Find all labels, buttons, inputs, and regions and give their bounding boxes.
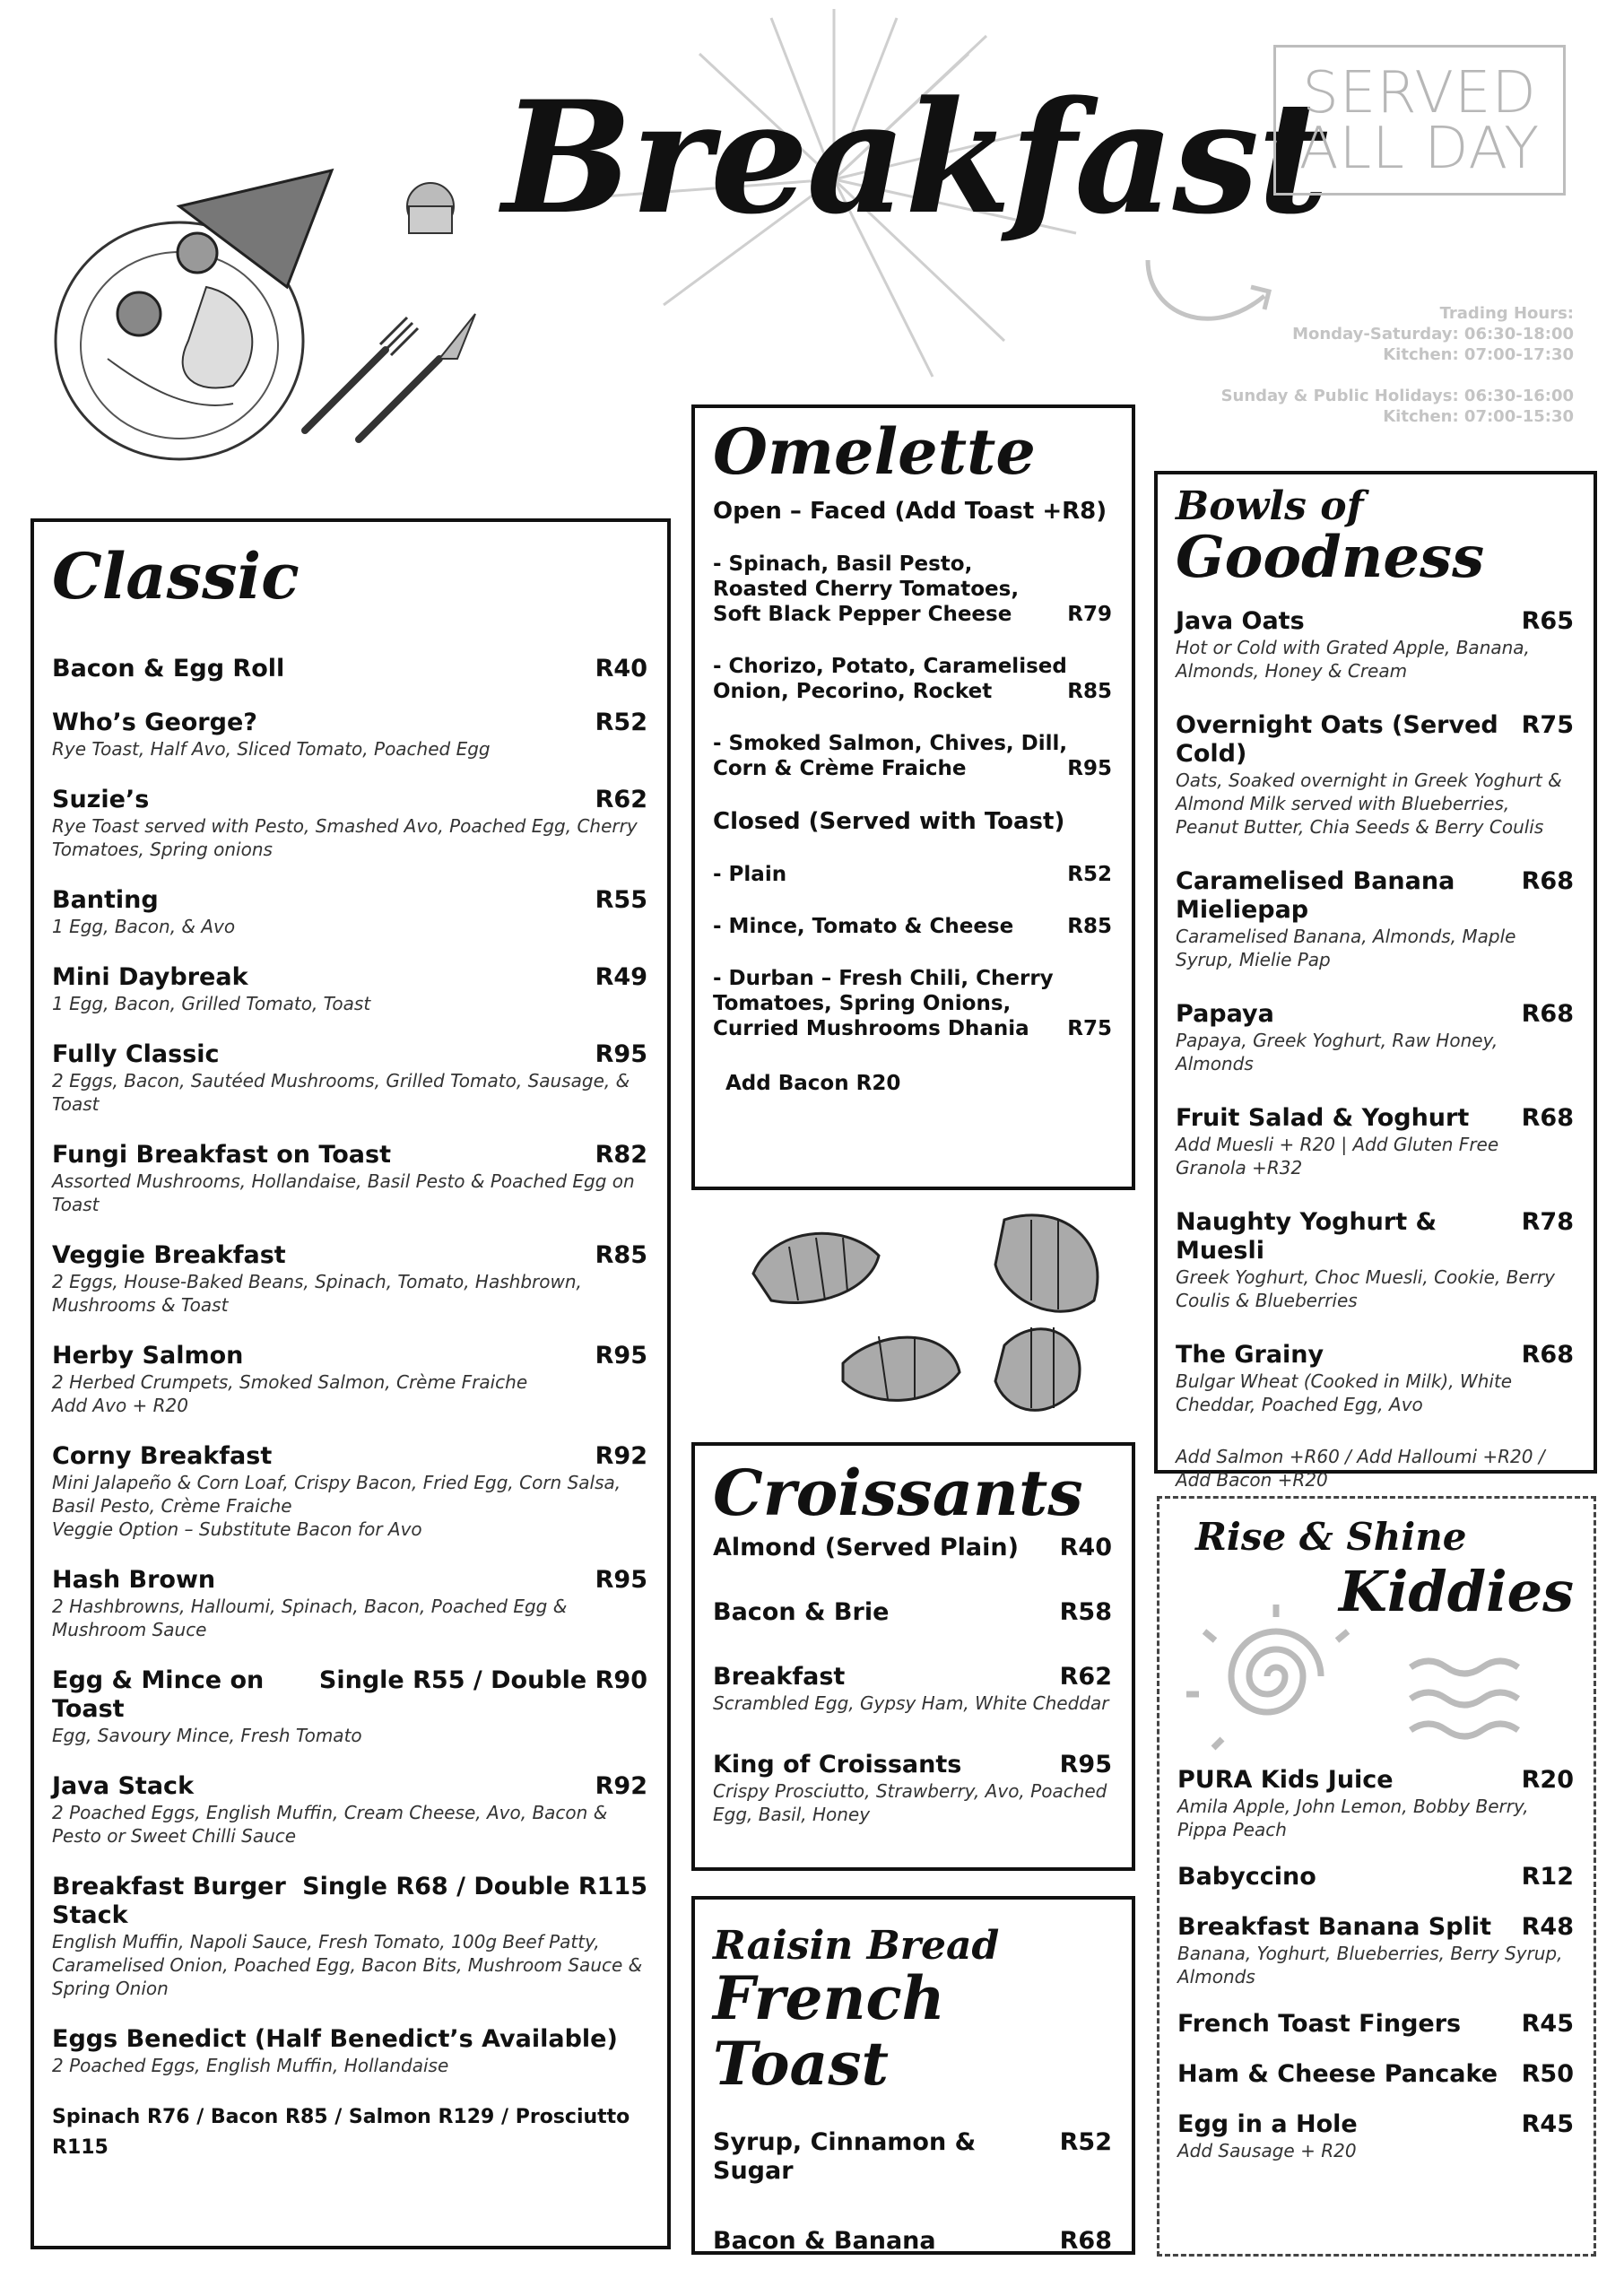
croissant-item-desc: Crispy Prosciutto, Strawberry, Avo, Poached Egg, Basil, Honey	[713, 1780, 1107, 1825]
classic-item-name: Egg & Mince on Toast	[52, 1666, 265, 1723]
bowl-item-price: R68	[1521, 1000, 1574, 1029]
classic-item	[52, 1772, 647, 1848]
croissant-item-row	[713, 1663, 1112, 1692]
classic-item-price: R95	[595, 1040, 647, 1068]
omelette-open-item-name: - Chorizo, Potato, Caramelised Onion, Pecorino, Rocket	[713, 655, 1067, 703]
bowl-item-price: R75	[1521, 711, 1574, 740]
croissant-item-name: Almond (Served Plain)	[713, 1534, 1019, 1561]
omelette-open-item-price: R79	[1067, 603, 1112, 626]
croissant-item	[713, 1663, 1112, 1715]
classic-item-desc: 2 Herbed Crumpets, Smoked Salmon, Crème Fraiche	[52, 1371, 528, 1393]
croissant-item-name: King of Croissants	[713, 1751, 962, 1779]
classic-item-row	[52, 786, 647, 814]
omelette-section	[691, 404, 1135, 1190]
croissant-item-name: Breakfast	[713, 1663, 846, 1691]
classic-item-name: Eggs Benedict (Half Benedict’s Available)	[52, 2025, 618, 2053]
omelette-closed-item-row	[713, 862, 1112, 887]
classic-item-price: Single R55 / Double R90	[318, 1666, 647, 1694]
classic-item	[52, 655, 647, 683]
kiddie-item-price: R12	[1521, 1863, 1574, 1892]
classic-item-desc: 1 Egg, Bacon, & Avo	[52, 916, 236, 937]
bowl-item-desc: Greek Yoghurt, Choc Muesli, Cookie, Berry Coulis & Blueberries	[1176, 1266, 1555, 1312]
kiddie-item-row	[1177, 1766, 1574, 1795]
classic-item-row	[52, 709, 647, 737]
classic-item-row	[52, 1772, 647, 1801]
bowl-item-desc: Bulgar Wheat (Cooked in Milk), White Cheddar, Poached Egg, Avo	[1176, 1370, 1513, 1416]
omelette-addon: Add Bacon R20	[725, 1072, 901, 1095]
bowl-item-row	[1176, 1000, 1574, 1029]
bowls-title-small: Bowls of	[1176, 483, 1364, 529]
kiddie-item-price: R45	[1521, 2010, 1574, 2039]
croissant-item	[713, 1751, 1112, 1826]
omelette-closed-item-name: - Durban – Fresh Chili, Cherry Tomatoes, Spring Onions, Curried Mushrooms Dhania	[713, 967, 1054, 1040]
bowl-item-row	[1176, 1341, 1574, 1370]
croissant-item	[713, 1598, 1112, 1627]
classic-item-price: R52	[595, 709, 647, 736]
croissant-item-price: R40	[1059, 1534, 1112, 1561]
kiddie-item-name: Breakfast Banana Split	[1177, 1913, 1491, 1942]
classic-item	[52, 1342, 647, 1417]
classic-item-desc: 1 Egg, Bacon, Grilled Tomato, Toast	[52, 993, 371, 1014]
omelette-open-item-row	[713, 654, 1112, 704]
bowl-item-name: Overnight Oats (Served Cold)	[1176, 711, 1498, 769]
classic-item-row	[52, 1141, 647, 1170]
kiddie-item-price: R50	[1521, 2060, 1574, 2089]
classic-item-row	[52, 1342, 647, 1370]
croissant-item-price: R95	[1059, 1751, 1112, 1779]
omelette-open-item-price: R95	[1067, 757, 1112, 780]
classic-item-desc: Assorted Mushrooms, Hollandaise, Basil Pesto & Poached Egg on Toast	[52, 1170, 635, 1215]
french-toast-item-price: R68	[1059, 2227, 1112, 2256]
omelette-closed-item	[713, 862, 1112, 887]
bowl-item-desc: Caramelised Banana, Almonds, Maple Syrup, Mielie Pap	[1176, 926, 1516, 971]
classic-item-desc: 2 Poached Eggs, English Muffin, Hollandaise	[52, 2055, 449, 2076]
bowl-item-price: R68	[1521, 1341, 1574, 1370]
classic-item	[52, 1566, 647, 1641]
classic-item-price: R92	[595, 1442, 647, 1470]
omelette-open-item-row	[713, 731, 1112, 781]
bowl-item-name: Java Oats	[1176, 607, 1305, 636]
served-line-2: ALL DAY	[1298, 116, 1541, 182]
served-all-day-box	[1273, 45, 1566, 196]
bowl-item	[1176, 1208, 1574, 1312]
bowl-item-desc: Papaya, Greek Yoghurt, Raw Honey, Almonds	[1176, 1030, 1498, 1075]
kiddie-item-desc: Amila Apple, John Lemon, Bobby Berry, Pippa Peach	[1177, 1796, 1529, 1841]
classic-item-name: Bacon & Egg Roll	[52, 655, 285, 683]
classic-item-row	[52, 1040, 647, 1069]
hours-weekday: Monday-Saturday: 06:30-18:00	[1292, 325, 1574, 344]
french-toast-item-price: R52	[1059, 2128, 1112, 2157]
bowl-item-row	[1176, 711, 1574, 769]
croissant-item	[713, 1534, 1112, 1562]
kiddie-item	[1177, 1863, 1574, 1892]
kiddie-item	[1177, 2110, 1574, 2162]
kiddie-item-desc: Banana, Yoghurt, Blueberries, Berry Syrup, Almonds	[1177, 1943, 1563, 1988]
bowl-item-price: R78	[1521, 1208, 1574, 1237]
kiddies-title-large: Kiddies	[1338, 1559, 1574, 1624]
omelette-open-heading: Open – Faced (Add Toast +R8)	[713, 498, 1107, 525]
classic-item-price: R92	[595, 1772, 647, 1800]
classic-item-desc: English Muffin, Napoli Sauce, Fresh Tomato, 100g Beef Patty, Caramelised Onion, Poached Egg, Bacon Bits, Mushroom Sauce & Spring Onion	[52, 1931, 643, 1999]
classic-section	[30, 518, 671, 2249]
classic-item-row	[52, 886, 647, 915]
page-title: Breakfast	[502, 66, 1327, 248]
bowl-item-desc: Oats, Soaked overnight in Greek Yoghurt & Almond Milk served with Blueberries, Peanut Butter, Chia Seeds & Berry Coulis	[1176, 770, 1562, 839]
classic-footer-prices: Spinach R76 / Bacon R85 / Salmon R129 / Prosciutto R115	[52, 2106, 630, 2159]
bowl-item-row	[1176, 607, 1574, 636]
croissant-item-row	[713, 1751, 1112, 1779]
classic-item	[52, 1873, 647, 2000]
classic-item-name: Veggie Breakfast	[52, 1241, 286, 1269]
kiddie-item	[1177, 2060, 1574, 2089]
croissant-item-row	[713, 1598, 1112, 1627]
bowl-item	[1176, 711, 1574, 839]
classic-item-desc: Rye Toast served with Pesto, Smashed Avo, Poached Egg, Cherry Tomatoes, Spring onions	[52, 815, 638, 860]
classic-item-name: Suzie’s	[52, 786, 150, 813]
omelette-open-item-row	[713, 552, 1112, 627]
classic-item-price: R95	[595, 1566, 647, 1594]
classic-item-name: Java Stack	[52, 1772, 195, 1800]
classic-item-price: R85	[595, 1241, 647, 1269]
omelette-closed-item-row	[713, 914, 1112, 939]
classic-item-name: Mini Daybreak	[52, 963, 248, 991]
bowl-item	[1176, 1341, 1574, 1416]
croissant-item-desc: Scrambled Egg, Gypsy Ham, White Cheddar	[713, 1692, 1109, 1714]
omelette-open-item	[713, 731, 1112, 781]
croissants-title: Croissants	[713, 1456, 1083, 1530]
bowl-item-name: Caramelised Banana Mieliepap	[1176, 867, 1455, 925]
classic-item-price: R55	[595, 886, 647, 914]
classic-item-name: Banting	[52, 886, 159, 914]
omelette-closed-item-price: R75	[1067, 1017, 1112, 1040]
kiddie-item-desc: Add Sausage + R20	[1177, 2140, 1357, 2162]
classic-item-name: Herby Salmon	[52, 1342, 244, 1370]
hours-label: Trading Hours:	[1439, 304, 1574, 323]
bowl-item-desc: Add Muesli + R20 | Add Gluten Free Granola +R32	[1176, 1134, 1499, 1179]
french-toast-title-small: Raisin Bread	[713, 1923, 1000, 1969]
classic-item-row	[52, 1566, 647, 1595]
classic-item-name: Fungi Breakfast on Toast	[52, 1141, 391, 1169]
classic-item-name: Fully Classic	[52, 1040, 220, 1068]
kiddie-item-row	[1177, 2010, 1574, 2039]
bowl-item-name: The Grainy	[1176, 1341, 1324, 1370]
bowl-item-row	[1176, 867, 1574, 925]
classic-item-row	[52, 2025, 647, 2054]
kiddie-item	[1177, 2010, 1574, 2039]
croissants-illustration	[735, 1202, 1130, 1435]
classic-item-row	[52, 1442, 647, 1471]
classic-item-row	[52, 1241, 647, 1270]
bowl-item-name: Fruit Salad & Yoghurt	[1176, 1104, 1470, 1133]
omelette-closed-item-row	[713, 966, 1112, 1041]
kiddies-title-small: Rise & Shine	[1195, 1515, 1467, 1559]
classic-item	[52, 1666, 647, 1747]
classic-item-desc: Rye Toast, Half Avo, Sliced Tomato, Poached Egg	[52, 738, 491, 760]
bowl-item-name: Naughty Yoghurt & Muesli	[1176, 1208, 1437, 1265]
classic-item-row	[52, 1666, 647, 1724]
bowl-item	[1176, 1000, 1574, 1075]
bowl-item-name: Papaya	[1176, 1000, 1274, 1029]
kiddie-item-row	[1177, 2060, 1574, 2089]
kiddie-item-price: R48	[1521, 1913, 1574, 1942]
classic-item-price: R40	[595, 655, 647, 683]
omelette-open-item	[713, 654, 1112, 704]
classic-item	[52, 2025, 647, 2077]
omelette-title: Omelette	[713, 414, 1036, 489]
kiddie-item-row	[1177, 1863, 1574, 1892]
classic-item-price: Single R68 / Double R115	[302, 1873, 647, 1900]
french-toast-item-name: Bacon & Banana	[713, 2227, 936, 2256]
bowl-item-desc: Hot or Cold with Grated Apple, Banana, Almonds, Honey & Cream	[1176, 637, 1530, 683]
kiddie-item-name: French Toast Fingers	[1177, 2010, 1462, 2039]
classic-item-extra: Veggie Option – Substitute Bacon for Avo	[52, 1518, 422, 1540]
kiddie-item-name: Ham & Cheese Pancake	[1177, 2060, 1498, 2089]
bowl-item-row	[1176, 1208, 1574, 1265]
bowl-item-row	[1176, 1104, 1574, 1133]
classic-item	[52, 786, 647, 861]
classic-item-name: Breakfast Burger Stack	[52, 1873, 286, 1929]
classic-item-price: R95	[595, 1342, 647, 1370]
classic-item	[52, 886, 647, 938]
bowl-item-price: R68	[1521, 867, 1574, 896]
classic-item-desc: 2 Eggs, House-Baked Beans, Spinach, Tomato, Hashbrown, Mushrooms & Toast	[52, 1271, 582, 1316]
french-toast-title-large: French Toast	[713, 1963, 945, 2099]
french-toast-section	[691, 1896, 1135, 2255]
omelette-closed-item-price: R52	[1067, 863, 1112, 886]
hours-holiday: Sunday & Public Holidays: 06:30-16:00	[1220, 387, 1574, 405]
classic-item	[52, 963, 647, 1015]
classic-item	[52, 1040, 647, 1116]
kiddie-item-name: Babyccino	[1177, 1863, 1316, 1892]
french-toast-item-name: Syrup, Cinnamon & Sugar	[713, 2128, 977, 2186]
omelette-closed-item	[713, 914, 1112, 939]
omelette-closed-item	[713, 966, 1112, 1041]
bowls-section	[1154, 471, 1597, 1492]
french-toast-item	[713, 2227, 1112, 2256]
kiddie-item-name: Egg in a Hole	[1177, 2110, 1358, 2139]
kiddie-item-price: R20	[1521, 1766, 1574, 1795]
kiddie-item-name: PURA Kids Juice	[1177, 1766, 1394, 1795]
classic-item-desc: Egg, Savoury Mince, Fresh Tomato	[52, 1725, 362, 1746]
omelette-open-item	[713, 552, 1112, 627]
hours-holiday-kitchen: Kitchen: 07:00-15:30	[1383, 407, 1574, 426]
classic-item-desc: 2 Eggs, Bacon, Sautéed Mushrooms, Grilled Tomato, Sausage, & Toast	[52, 1070, 630, 1115]
french-toast-item	[713, 2128, 1112, 2186]
classic-title: Classic	[52, 539, 300, 613]
omelette-open-item-name: - Smoked Salmon, Chives, Dill, Corn & Crème Fraiche	[713, 732, 1068, 780]
kiddies-section	[1157, 1496, 1596, 2257]
bowls-addon: Add Salmon +R60 / Add Halloumi +R20 / Add Bacon +R20	[1176, 1446, 1545, 1492]
croissant-item-name: Bacon & Brie	[713, 1598, 890, 1626]
classic-item-row	[52, 655, 647, 683]
classic-item-row	[52, 963, 647, 992]
classic-item	[52, 709, 647, 761]
classic-item-row	[52, 1873, 647, 1930]
omelette-closed-item-name: - Mince, Tomato & Cheese	[713, 915, 1014, 938]
classic-item-name: Corny Breakfast	[52, 1442, 273, 1470]
classic-item-price: R62	[595, 786, 647, 813]
bowl-item	[1176, 1104, 1574, 1179]
bowl-item-price: R65	[1521, 607, 1574, 636]
classic-item-price: R82	[595, 1141, 647, 1169]
classic-item-name: Who’s George?	[52, 709, 257, 736]
croissant-item-row	[713, 1534, 1112, 1562]
classic-item-desc: 2 Hashbrowns, Halloumi, Spinach, Bacon, Poached Egg & Mushroom Sauce	[52, 1596, 568, 1640]
kiddie-item	[1177, 1913, 1574, 1988]
omelette-closed-heading: Closed (Served with Toast)	[713, 808, 1065, 835]
croissants-section	[691, 1442, 1135, 1871]
bowls-title-large: Goodness	[1176, 524, 1485, 591]
omelette-closed-item-name: - Plain	[713, 863, 787, 886]
classic-item-name: Hash Brown	[52, 1566, 216, 1594]
omelette-closed-item-price: R85	[1067, 915, 1112, 938]
classic-item	[52, 1241, 647, 1317]
french-toast-item-row	[713, 2128, 1112, 2186]
kiddie-item-price: R45	[1521, 2110, 1574, 2139]
kiddie-item	[1177, 1766, 1574, 1841]
breakfast-plate-illustration	[54, 152, 484, 475]
classic-item-price: R49	[595, 963, 647, 991]
french-toast-item-row	[713, 2227, 1112, 2256]
sun-and-waves-illustration	[1177, 1605, 1572, 1757]
classic-item-desc: 2 Poached Eggs, English Muffin, Cream Cheese, Avo, Bacon & Pesto or Sweet Chilli Sauce	[52, 1802, 608, 1847]
classic-item-desc: Mini Jalapeño & Corn Loaf, Crispy Bacon, Fried Egg, Corn Salsa, Basil Pesto, Crème Fraiche	[52, 1472, 621, 1517]
classic-item	[52, 1141, 647, 1216]
hours-weekday-kitchen: Kitchen: 07:00-17:30	[1383, 345, 1574, 364]
bowl-item	[1176, 607, 1574, 683]
croissant-item-price: R58	[1059, 1598, 1112, 1626]
kiddie-item-row	[1177, 2110, 1574, 2139]
croissant-item-price: R62	[1059, 1663, 1112, 1691]
served-line-1: SERVED	[1302, 60, 1537, 126]
omelette-open-item-price: R85	[1067, 680, 1112, 703]
bowl-item	[1176, 867, 1574, 971]
kiddie-item-row	[1177, 1913, 1574, 1942]
trading-hours	[1221, 303, 1574, 427]
bowl-item-price: R68	[1521, 1104, 1574, 1133]
classic-item	[52, 1442, 647, 1541]
omelette-open-item-name: - Spinach, Basil Pesto, Roasted Cherry Tomatoes, Soft Black Pepper Cheese	[713, 552, 1020, 626]
classic-item-extra: Add Avo + R20	[52, 1395, 189, 1416]
